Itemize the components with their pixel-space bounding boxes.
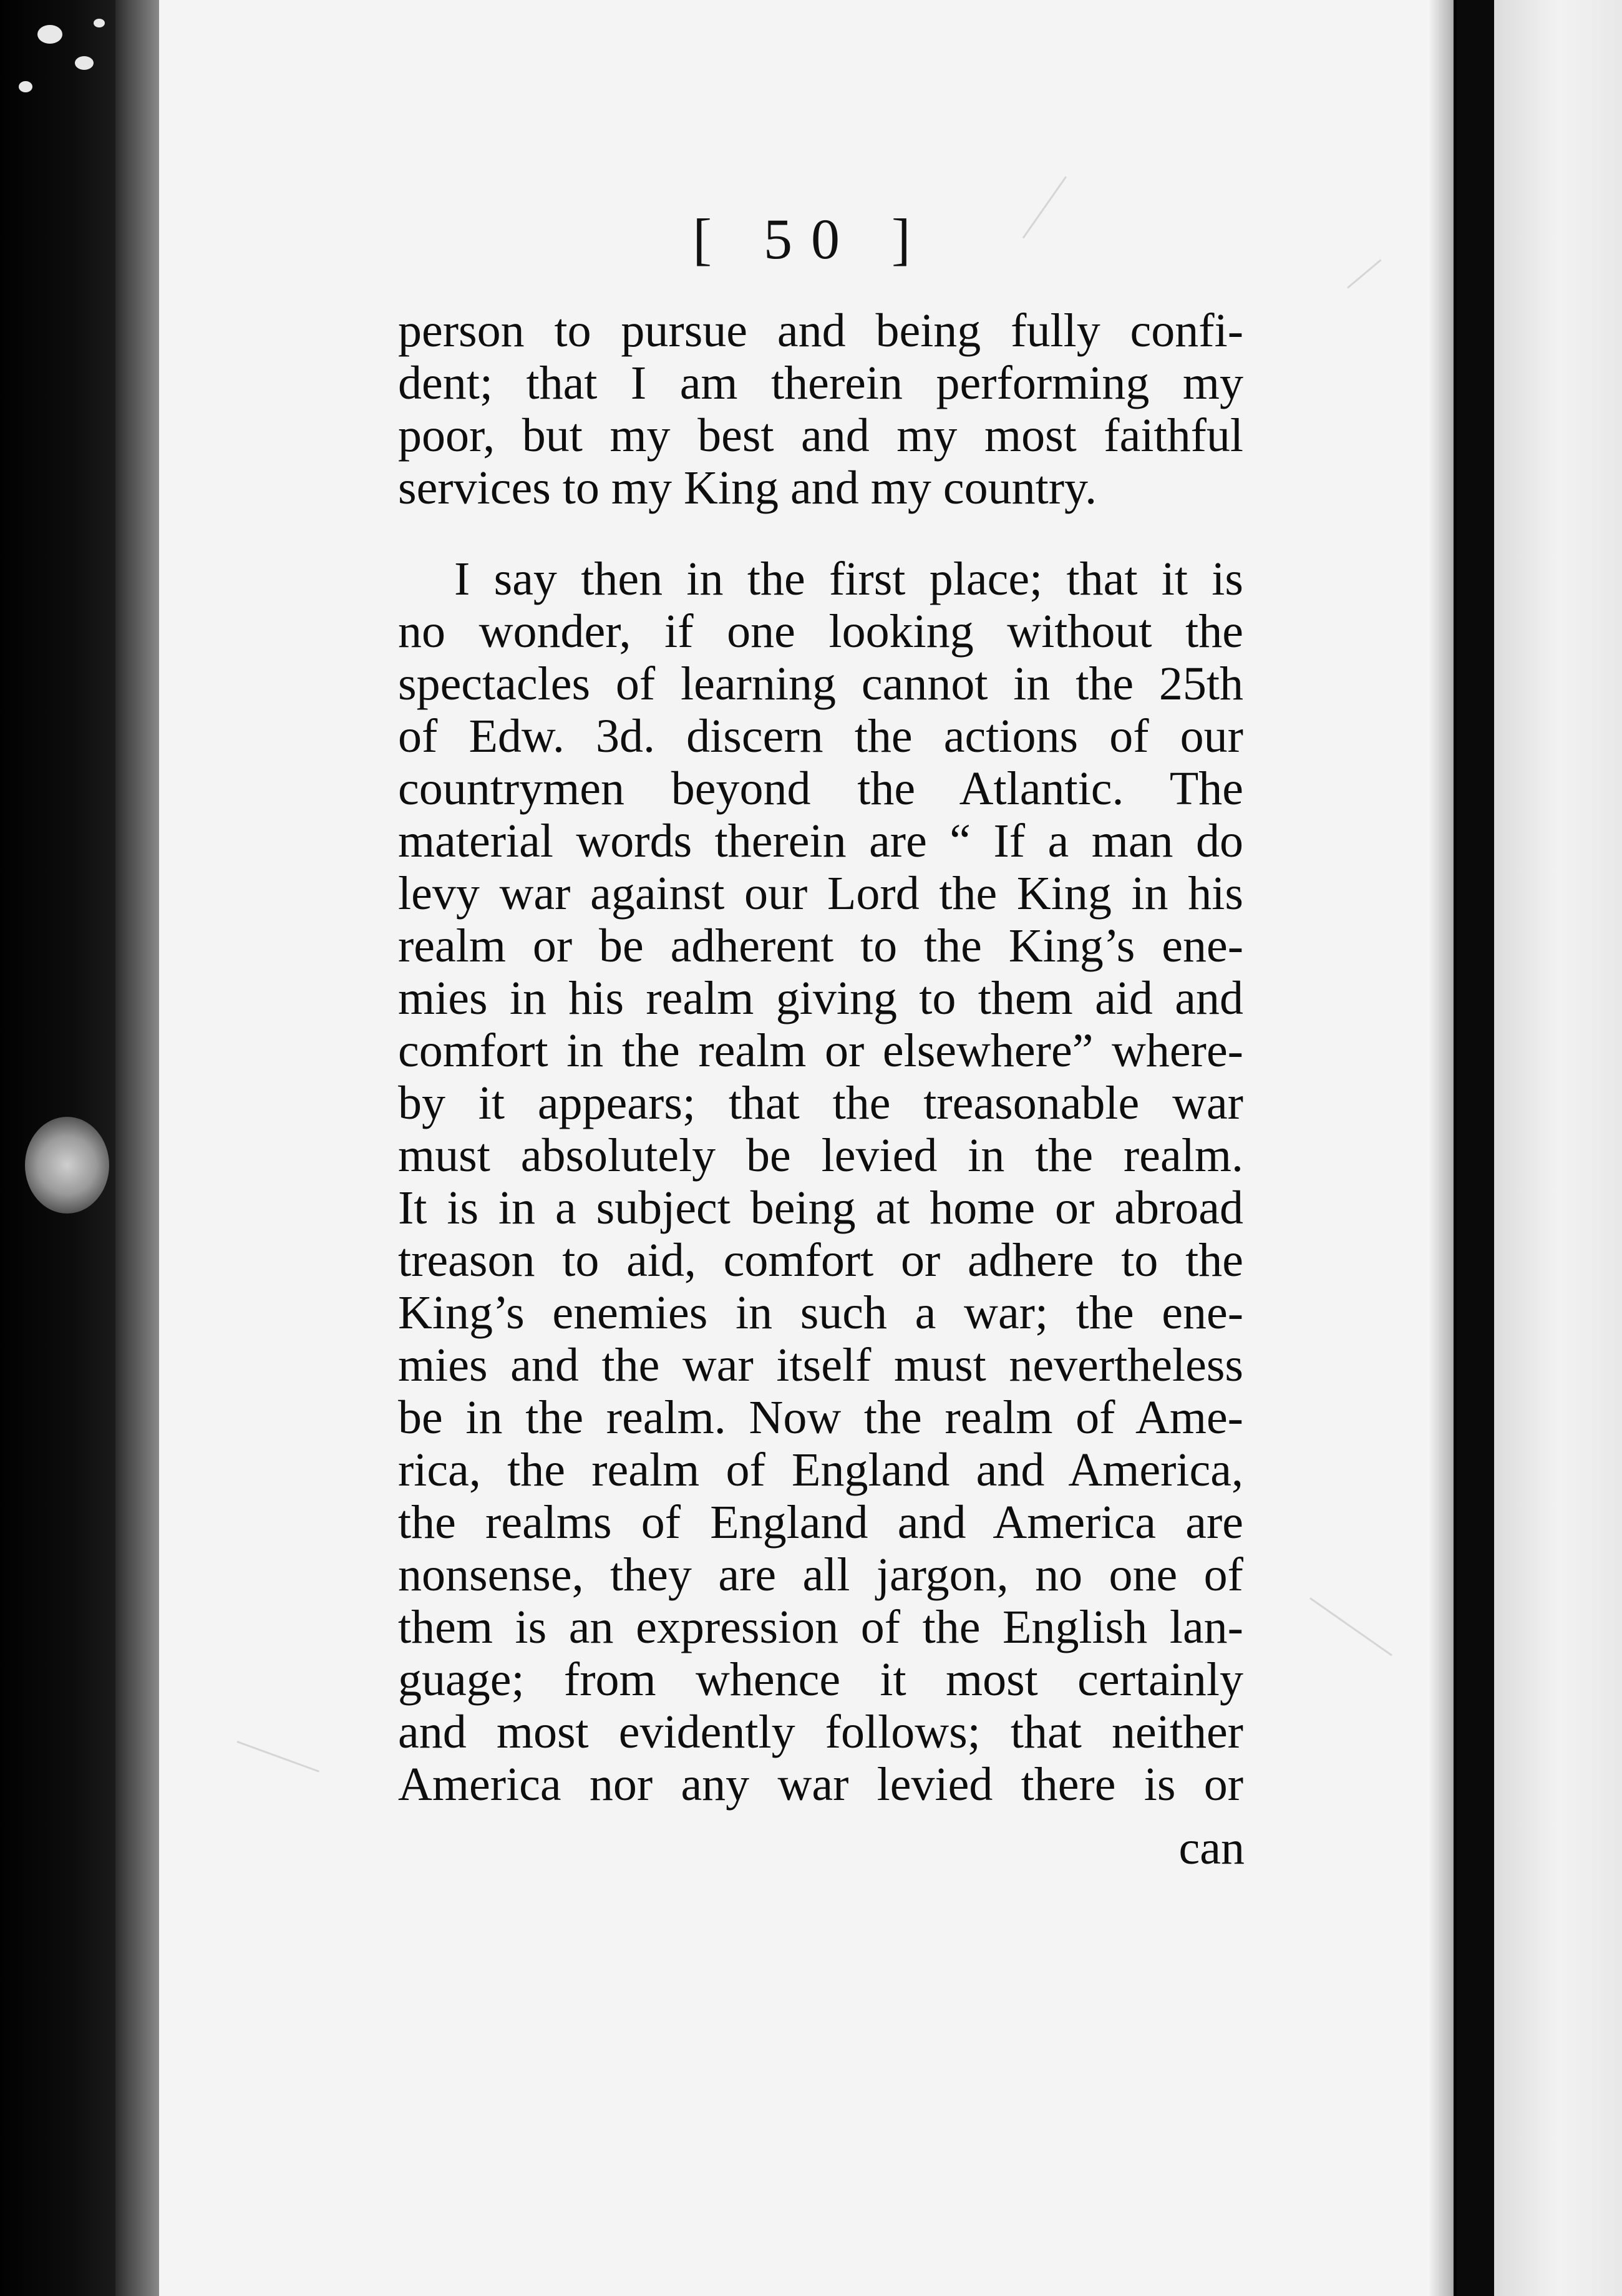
text-line: person to pursue and being fully confi-: [398, 304, 1243, 357]
paragraph: [398, 304, 1243, 514]
dust-speck: [19, 81, 32, 92]
text-line: dent; that I am therein performing my: [398, 357, 1243, 409]
text-line: It is in a subject being at home or abroad: [398, 1182, 1243, 1234]
body-text: [398, 304, 1243, 1811]
dust-speck: [75, 56, 94, 70]
text-line: nonsense, they are all jargon, no one of: [398, 1549, 1243, 1601]
text-line: America nor any war levied there is or: [398, 1758, 1243, 1811]
text-line: countrymen beyond the Atlantic. The: [398, 762, 1243, 815]
text-line: and most evidently follows; that neither: [398, 1706, 1243, 1758]
text-line: spectacles of learning cannot in the 25th: [398, 658, 1243, 710]
text-line: realm or be adherent to the King’s ene-: [398, 920, 1243, 972]
page-number: [ 50 ]: [692, 207, 930, 271]
text-line: by it appears; that the treasonable war: [398, 1077, 1243, 1129]
text-line: comfort in the realm or elsewhere” where-: [398, 1024, 1243, 1077]
text-line: King’s enemies in such a war; the ene-: [398, 1287, 1243, 1339]
text-line: mies and the war itself must nevertheless: [398, 1339, 1243, 1391]
scan-right-border: [1457, 0, 1494, 2296]
catchword: can: [1178, 1822, 1245, 1874]
book-gutter: [115, 0, 159, 2296]
ink-blot: [25, 1117, 109, 1214]
text-line: must absolutely be levied in the realm.: [398, 1129, 1243, 1182]
text-line: treason to aid, comfort or adhere to the: [398, 1234, 1243, 1287]
text-line: I say then in the first place; that it is: [454, 553, 1243, 605]
text-line: mies in his realm giving to them aid and: [398, 972, 1243, 1024]
dust-speck: [37, 25, 62, 44]
text-line: material words therein are “ If a man do: [398, 815, 1243, 867]
text-line: them is an expression of the English lan-: [398, 1601, 1243, 1653]
text-line: no wonder, if one looking without the: [398, 605, 1243, 658]
paragraph: [398, 553, 1243, 1811]
text-line: guage; from whence it most certainly: [398, 1653, 1243, 1706]
text-line: be in the realm. Now the realm of Ame-: [398, 1391, 1243, 1444]
text-line: services to my King and my country.: [398, 462, 1097, 514]
paragraph-gap: [398, 514, 1243, 553]
text-line: of Edw. 3d. discern the actions of our: [398, 710, 1243, 762]
text-line: the realms of England and America are: [398, 1496, 1243, 1549]
text-line: rica, the realm of England and America,: [398, 1444, 1243, 1496]
text-line: levy war against our Lord the King in his: [398, 867, 1243, 920]
dust-speck: [94, 19, 105, 27]
facing-page-edge: [1494, 0, 1622, 2296]
text-line: poor, but my best and my most faithful: [398, 409, 1243, 462]
